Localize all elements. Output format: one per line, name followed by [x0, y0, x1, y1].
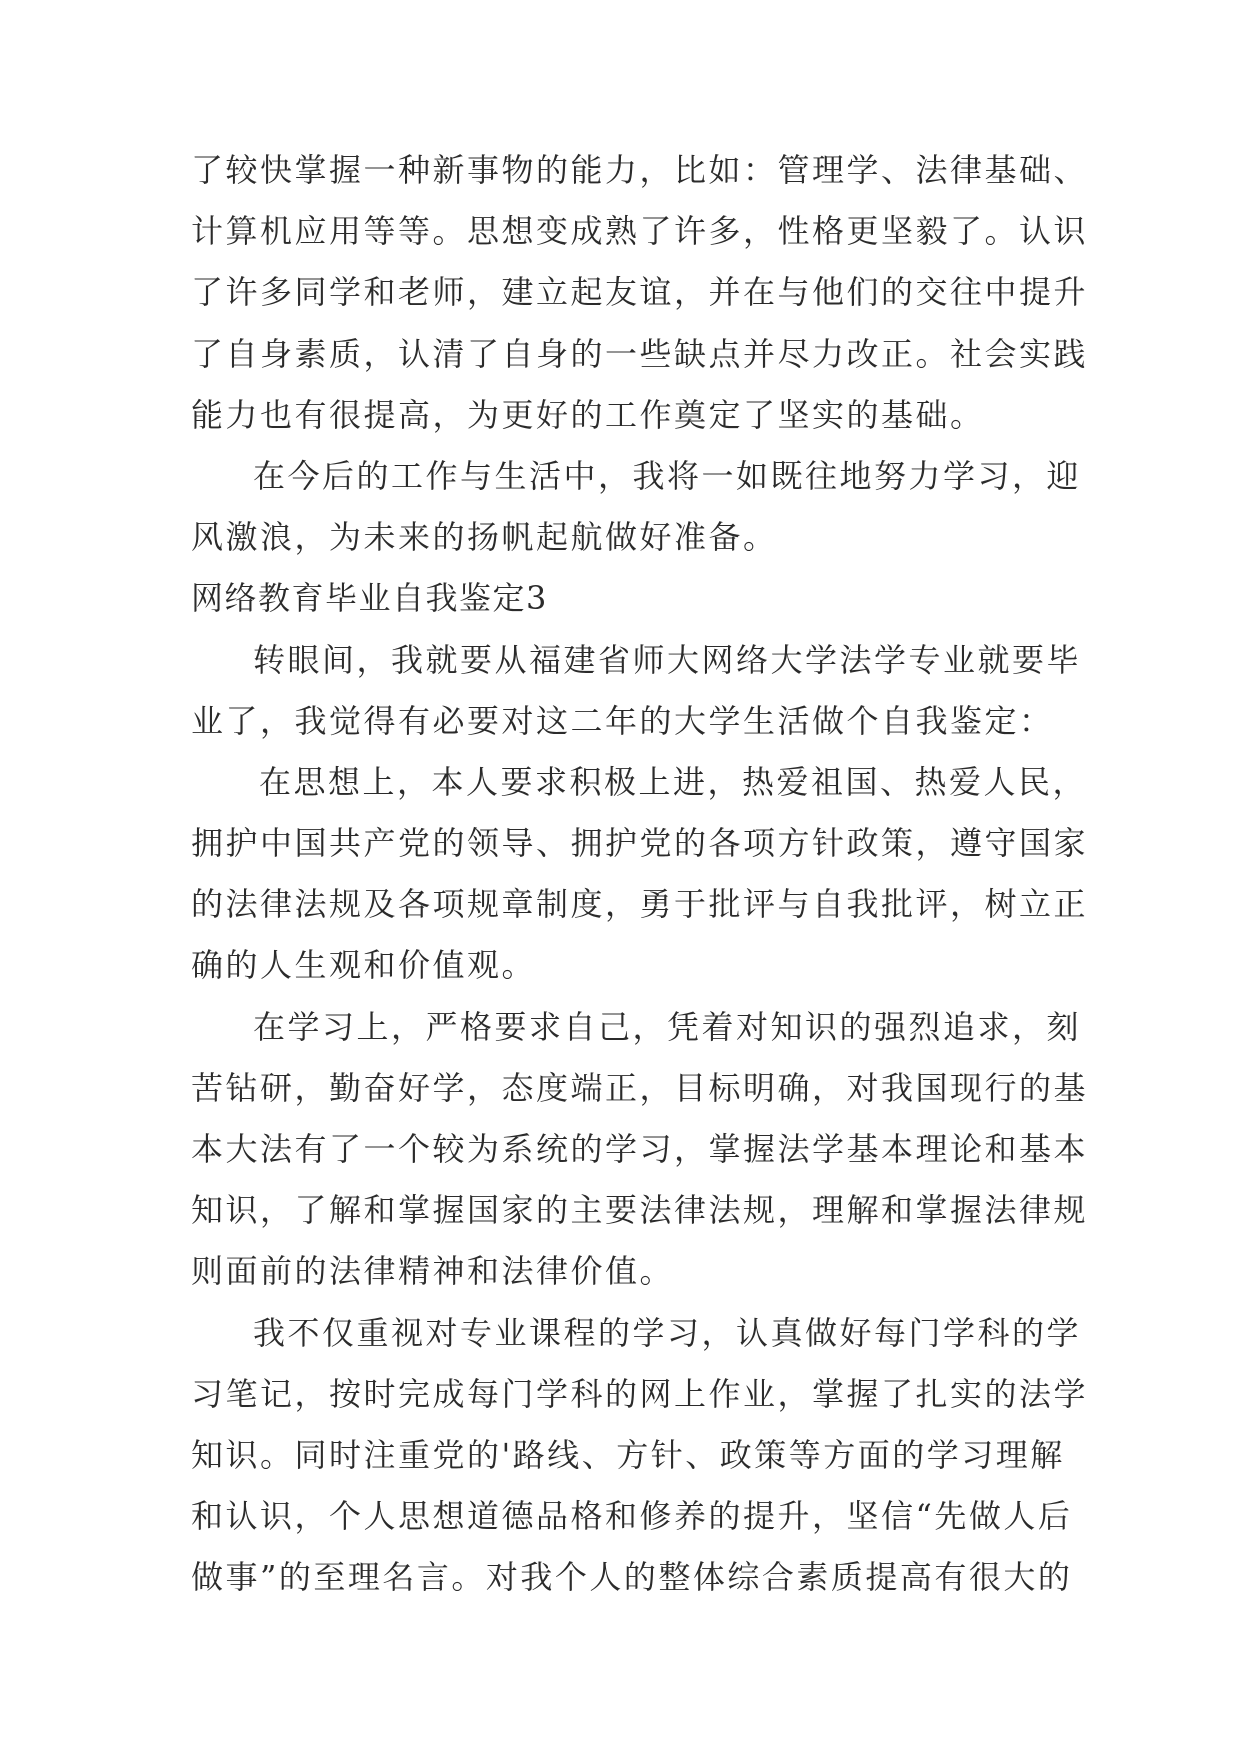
- text-line: 确的人生观和价值观。: [191, 946, 537, 985]
- document-body: [191, 140, 1089, 1609]
- text-line: 的法律法规及各项规章制度，勇于批评与自我批评，树立正: [191, 885, 1089, 924]
- text-line: 习笔记，按时完成每门学科的网上作业，掌握了扎实的法学: [191, 1374, 1089, 1413]
- paragraph-first-line: 转眼间，我就要从福建省师大网络大学法学专业就要毕: [253, 640, 1082, 679]
- text-line: 能力也有很提高，为更好的工作奠定了坚实的基础。: [191, 395, 985, 434]
- text-line: 风激浪，为未来的扬帆起航做好准备。: [191, 518, 778, 557]
- text-line: 了较快掌握一种新事物的能力，比如：管理学、法律基础、: [191, 151, 1089, 189]
- paragraph-first-line: 在今后的工作与生活中，我将一如既往地努力学习，迎: [253, 456, 1082, 495]
- text-line: 知识。同时注重党的'路线、方针、政策等方面的学习理解: [191, 1435, 1065, 1474]
- paragraph-first-line: 在思想上，本人要求积极上进，热爱祖国、热爱人民，: [259, 762, 1088, 801]
- text-line: 计算机应用等等。思想变成熟了许多，性格更坚毅了。认识: [191, 212, 1089, 251]
- text-line: 和认识，个人思想道德品格和修养的提升，坚信“先做人后: [191, 1497, 1073, 1536]
- text-line: 了自身素质，认清了自身的一些缺点并尽力改正。社会实践: [191, 334, 1089, 373]
- text-line: 业了，我觉得有必要对这二年的大学生活做个自我鉴定：: [191, 701, 1054, 740]
- text-line: 苦钻研，勤奋好学，态度端正，目标明确，对我国现行的基: [191, 1068, 1089, 1107]
- paragraph-first-line: 我不仅重视对专业课程的学习，认真做好每门学科的学: [253, 1313, 1082, 1352]
- text-line: 做事”的至理名言。对我个人的整体综合素质提高有很大的: [191, 1558, 1073, 1597]
- text-line: 本大法有了一个较为系统的学习，掌握法学基本理论和基本: [191, 1130, 1089, 1168]
- text-line: 拥护中国共产党的领导、拥护党的各项方针政策，遵守国家: [191, 824, 1089, 863]
- paragraph-first-line: 在学习上，严格要求自己，凭着对知识的强烈追求，刻: [253, 1007, 1082, 1046]
- text-line: 则面前的法律精神和法律价值。: [191, 1252, 675, 1291]
- section-heading: 网络教育毕业自我鉴定3: [191, 579, 548, 618]
- text-line: 知识，了解和掌握国家的主要法律法规，理解和掌握法律规: [191, 1191, 1089, 1230]
- text-line: 了许多同学和老师，建立起友谊，并在与他们的交往中提升: [191, 273, 1089, 312]
